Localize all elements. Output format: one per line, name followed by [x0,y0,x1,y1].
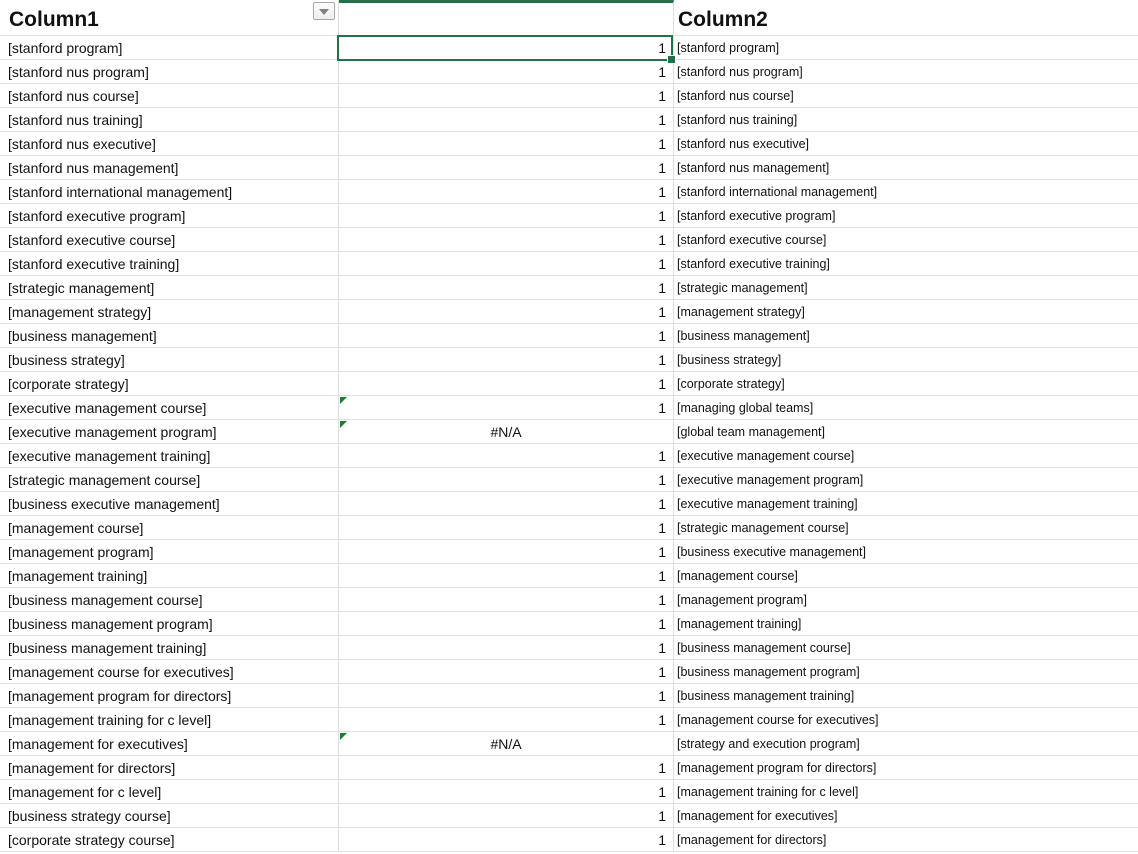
header-row [0,0,1138,36]
column2-cell[interactable]: [stanford program] [677,41,780,55]
column1-cell[interactable]: [business strategy course] [0,804,339,827]
column1-cell[interactable]: [management strategy] [0,300,339,323]
error-indicator-icon [340,397,347,404]
match-value-cell[interactable] [339,276,674,299]
column1-cell[interactable]: [stanford international management] [0,180,339,203]
column1-cell[interactable]: [management course] [0,516,339,539]
table-row [0,324,1138,348]
column1-cell[interactable]: [management for c level] [0,780,339,803]
cell-value: 1 [658,88,666,104]
match-value-cell[interactable] [339,252,674,275]
column2-cell[interactable]: [stanford executive program] [677,209,836,223]
table-row [0,276,1138,300]
column2-cell[interactable]: [strategic management] [677,281,808,295]
column2-cell[interactable]: [management course] [677,569,798,583]
table-row [0,564,1138,588]
column1-cell[interactable]: [management course for executives] [0,660,339,683]
column2-cell[interactable]: [stanford nus training] [677,113,798,127]
column2-cell[interactable]: [stanford executive training] [677,257,830,271]
column2-header[interactable]: Column2 [678,8,768,31]
table-row [0,828,1138,852]
table-row [0,804,1138,828]
column1-cell[interactable]: [management training] [0,564,339,587]
match-value-cell[interactable] [339,60,674,83]
match-value-cell[interactable] [339,36,674,59]
column1-cell[interactable]: [executive management course] [0,396,339,419]
cell-value: 1 [658,328,666,344]
match-value-cell[interactable] [339,804,674,827]
table-row [0,780,1138,804]
column1-cell[interactable]: [management training for c level] [0,708,339,731]
na-error-cell[interactable] [339,732,674,755]
cell-value: 1 [658,760,666,776]
cell-value: 1 [658,568,666,584]
cell-value: 1 [658,448,666,464]
match-value-cell[interactable] [339,108,674,131]
column2-cell[interactable]: [executive management course] [677,449,855,463]
cell-value: 1 [658,40,666,56]
cell-value: 1 [658,544,666,560]
cell-value: #N/A [490,424,522,440]
column2-cell[interactable]: [management for executives] [677,809,838,823]
match-value-cell[interactable] [339,516,674,539]
column2-cell[interactable]: [strategic management course] [677,521,849,535]
table-row [0,636,1138,660]
filter-dropdown-button[interactable] [313,2,335,20]
match-value-cell[interactable] [339,756,674,779]
table-row [0,180,1138,204]
column2-cell[interactable]: [management training for c level] [677,785,859,799]
match-value-cell[interactable] [339,540,674,563]
cell-value: 1 [658,712,666,728]
column1-cell[interactable]: [stanford program] [0,36,339,59]
column2-cell[interactable]: [business management] [677,329,810,343]
table-row [0,756,1138,780]
cell-value: 1 [658,520,666,536]
cell-value: 1 [658,304,666,320]
column1-cell[interactable]: [business management] [0,324,339,347]
table-row [0,108,1138,132]
column1-cell[interactable]: [business management course] [0,588,339,611]
cell-value: 1 [658,232,666,248]
table-row [0,60,1138,84]
chevron-down-icon [319,9,329,15]
column2-cell[interactable]: [stanford nus program] [677,65,803,79]
column1-cell[interactable]: [corporate strategy course] [0,828,339,851]
column1-cell[interactable]: [strategic management course] [0,468,339,491]
match-value-cell[interactable] [339,684,674,707]
column2-cell[interactable]: [business management course] [677,641,851,655]
cell-value: 1 [658,688,666,704]
column2-cell[interactable]: [management training] [677,617,802,631]
match-value-cell[interactable] [339,204,674,227]
match-value-cell[interactable] [339,780,674,803]
table-row [0,348,1138,372]
table-row [0,588,1138,612]
column1-cell[interactable]: [business management training] [0,636,339,659]
column2-cell[interactable]: [stanford nus executive] [677,137,810,151]
column1-cell[interactable]: [stanford nus course] [0,84,339,107]
match-value-cell[interactable] [339,300,674,323]
column2-cell[interactable]: [stanford executive course] [677,233,827,247]
match-value-cell[interactable] [339,828,674,851]
column2-cell[interactable]: [management strategy] [677,305,805,319]
cell-value: 1 [658,160,666,176]
column1-cell[interactable]: [strategic management] [0,276,339,299]
column1-cell[interactable]: [management for executives] [0,732,339,755]
column2-cell[interactable]: [business management training] [677,689,855,703]
column1-cell[interactable]: [stanford executive program] [0,204,339,227]
cell-value: 1 [658,664,666,680]
cell-value: 1 [658,592,666,608]
table-row [0,660,1138,684]
match-value-cell[interactable] [339,444,674,467]
table-row [0,132,1138,156]
column1-cell[interactable]: [executive management training] [0,444,339,467]
match-value-cell[interactable] [339,396,674,419]
match-value-cell[interactable] [339,660,674,683]
table-row [0,36,1138,60]
table-row [0,228,1138,252]
table-row [0,492,1138,516]
column2-cell[interactable]: [business management program] [677,665,860,679]
column2-cell[interactable]: [executive management training] [677,497,858,511]
cell-value: 1 [658,640,666,656]
column-b-header[interactable] [339,0,674,35]
cell-value: 1 [658,784,666,800]
cell-value: 1 [658,208,666,224]
column1-cell[interactable]: [stanford nus executive] [0,132,339,155]
table-row [0,540,1138,564]
table-row [0,516,1138,540]
cell-value: 1 [658,280,666,296]
cell-value: 1 [658,832,666,848]
column1-cell[interactable]: [stanford executive course] [0,228,339,251]
column2-cell[interactable]: [executive management program] [677,473,864,487]
column1-cell[interactable]: [stanford nus program] [0,60,339,83]
cell-value: 1 [658,496,666,512]
cell-value: 1 [658,376,666,392]
column1-cell[interactable]: [stanford executive training] [0,252,339,275]
column2-cell[interactable]: [stanford nus course] [677,89,794,103]
column2-cell[interactable]: [stanford international management] [677,185,878,199]
column2-cell[interactable]: [management for directors] [677,833,827,847]
table-row [0,252,1138,276]
column2-cell[interactable]: [management course for executives] [677,713,879,727]
match-value-cell[interactable] [339,636,674,659]
match-value-cell[interactable] [339,372,674,395]
table-row [0,84,1138,108]
table-row [0,396,1138,420]
table-row [0,372,1138,396]
match-value-cell[interactable] [339,324,674,347]
cell-value: 1 [658,352,666,368]
match-value-cell[interactable] [339,468,674,491]
cell-value: #N/A [490,736,522,752]
cell-value: 1 [658,256,666,272]
column1-cell[interactable]: [business management program] [0,612,339,635]
column1-cell[interactable]: [management program for directors] [0,684,339,707]
column2-cell[interactable]: [management program] [677,593,807,607]
match-value-cell[interactable] [339,492,674,515]
column1-header[interactable]: Column1 [0,0,339,35]
table-row [0,300,1138,324]
table-row [0,708,1138,732]
match-value-cell[interactable] [339,708,674,731]
column1-cell[interactable]: [corporate strategy] [0,372,339,395]
column2-cell[interactable]: [business executive management] [677,545,866,559]
table-row [0,732,1138,756]
match-value-cell[interactable] [339,228,674,251]
cell-value: 1 [658,184,666,200]
column2-cell[interactable]: [stanford nus management] [677,161,830,175]
column1-cell[interactable]: [business strategy] [0,348,339,371]
fill-handle[interactable] [667,55,676,64]
column2-cell[interactable]: [strategy and execution program] [677,737,860,751]
column2-cell[interactable]: [corporate strategy] [677,377,785,391]
table-row [0,444,1138,468]
column2-cell[interactable]: [managing global teams] [677,401,814,415]
column2-cell[interactable]: [global team management] [677,425,826,439]
match-value-cell[interactable] [339,132,674,155]
column2-cell[interactable]: [management program for directors] [677,761,877,775]
cell-value: 1 [658,112,666,128]
column2-cell[interactable]: [business strategy] [677,353,782,367]
table-row [0,156,1138,180]
match-value-cell[interactable] [339,84,674,107]
cell-value: 1 [658,808,666,824]
match-value-cell[interactable] [339,348,674,371]
match-value-cell[interactable] [339,180,674,203]
table-row [0,420,1138,444]
column1-cell[interactable]: [management for directors] [0,756,339,779]
table-row [0,684,1138,708]
column1-cell[interactable]: [management program] [0,540,339,563]
column1-cell[interactable]: [executive management program] [0,420,339,443]
cell-value: 1 [658,400,666,416]
match-value-cell[interactable] [339,564,674,587]
cell-value: 1 [658,136,666,152]
cell-value: 1 [658,472,666,488]
cell-value: 1 [658,64,666,80]
column1-cell[interactable]: [stanford nus management] [0,156,339,179]
table-row [0,204,1138,228]
column1-cell[interactable]: [stanford nus training] [0,108,339,131]
match-value-cell[interactable] [339,156,674,179]
table-row [0,468,1138,492]
column1-cell[interactable]: [business executive management] [0,492,339,515]
table-row [0,612,1138,636]
match-value-cell[interactable] [339,612,674,635]
na-error-cell[interactable] [339,420,674,443]
cell-value: 1 [658,616,666,632]
match-value-cell[interactable] [339,588,674,611]
